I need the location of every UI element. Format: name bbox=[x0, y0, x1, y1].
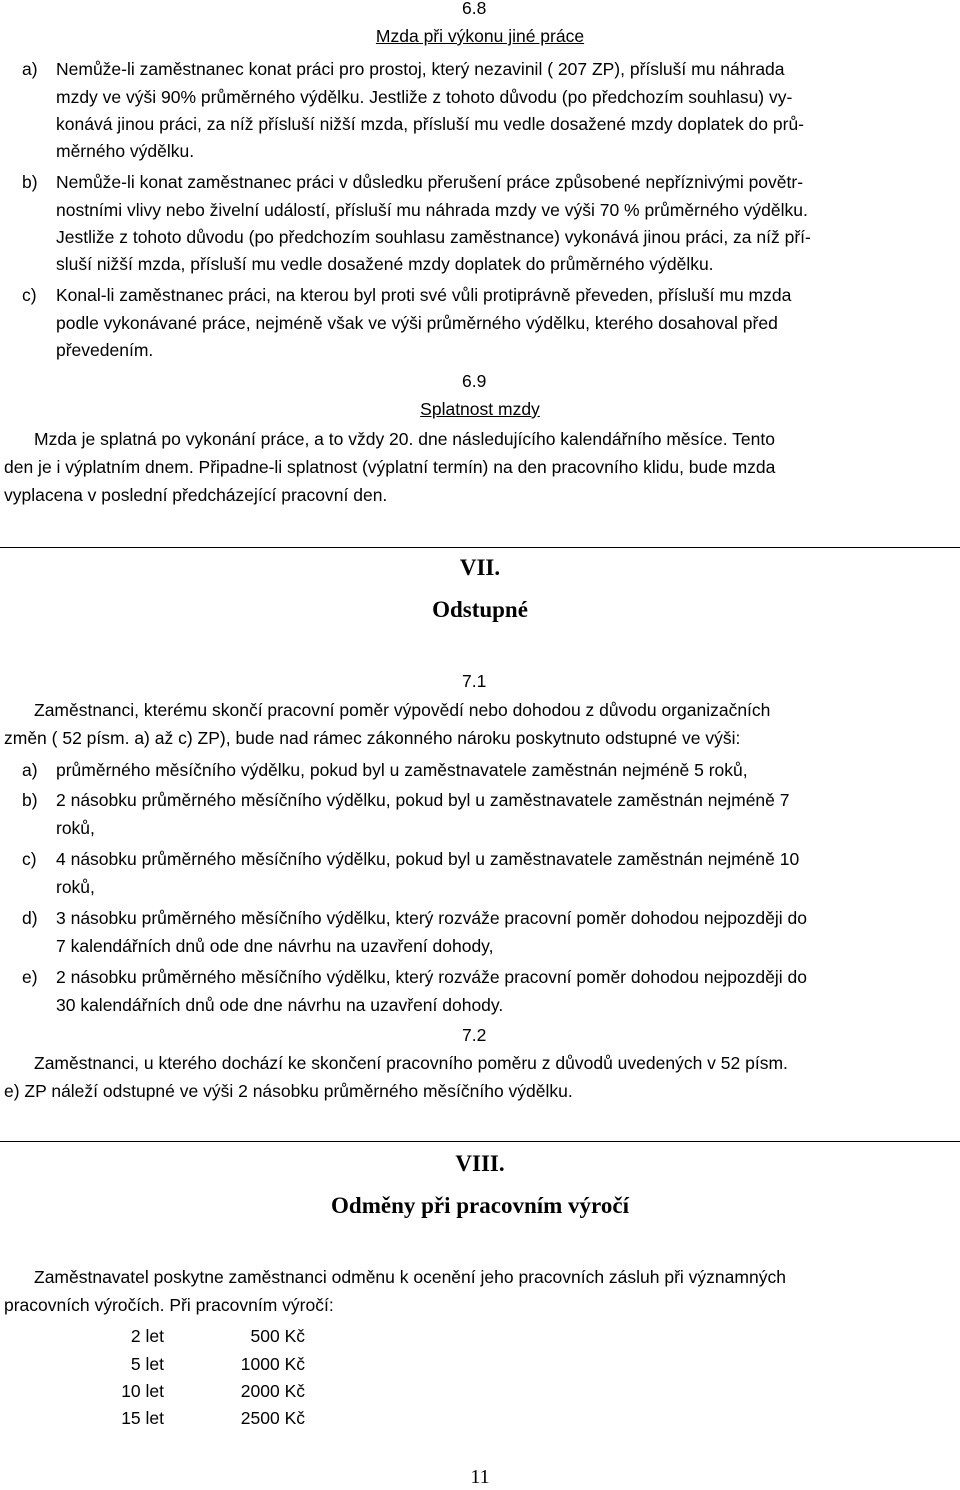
item-line: sluší nižší mzda, přísluší mu vedle dosažené mzdy doplatek do průměrného výdělku. bbox=[56, 254, 714, 274]
item-label: a) bbox=[22, 59, 38, 79]
page-number: 11 bbox=[470, 1466, 490, 1488]
table-cell-amount: 500 Kč bbox=[250, 1326, 305, 1346]
table-cell-years: 2 let bbox=[130, 1326, 164, 1346]
table-cell-years: 15 let bbox=[121, 1408, 164, 1428]
paragraph-line: změn ( 52 písm. a) až c) ZP), bude nad rámec zákonného nároku poskytnuto odstupné ve výši: bbox=[4, 728, 741, 748]
item-line: Konal-li zaměstnanec práci, na kterou byl proti své vůli protiprávně převeden, přísluší mu mzda bbox=[56, 285, 792, 305]
paragraph-line: den je i výplatním dnem. Připadne-li splatnost (výplatní termín) na den pracovního klidu, bude mzda bbox=[4, 457, 776, 477]
section-number-7-1: 7.1 bbox=[462, 671, 487, 691]
item-line: roků, bbox=[56, 877, 95, 897]
item-label: b) bbox=[22, 790, 38, 810]
section-number-6-9: 6.9 bbox=[462, 371, 487, 391]
paragraph-line: pracovních výročích. Při pracovním výročí: bbox=[4, 1295, 334, 1315]
item-label: e) bbox=[22, 967, 38, 987]
item-line: Jestliže z tohoto důvodu (po předchozím souhlasu zaměstnance) vykonává jinou práci, za níž pří- bbox=[56, 227, 811, 247]
item-label: a) bbox=[22, 760, 38, 780]
paragraph-line: Mzda je splatná po vykonání práce, a to vždy 20. dne následujícího kalendářního měsíce. Tento bbox=[34, 429, 775, 449]
item-line: 2 násobku průměrného měsíčního výdělku, který rozváže pracovní poměr dohodou nejpozději do bbox=[56, 967, 807, 987]
paragraph-line: Zaměstnavatel poskytne zaměstnanci odměnu k ocenění jeho pracovních zásluh při významných bbox=[34, 1267, 786, 1287]
item-label: c) bbox=[22, 285, 37, 305]
table-cell-years: 5 let bbox=[130, 1354, 164, 1374]
section-number-7-2: 7.2 bbox=[462, 1025, 487, 1045]
chapter-title-viii: Odměny při pracovním výročí bbox=[331, 1193, 629, 1218]
table-cell-amount: 1000 Kč bbox=[240, 1354, 305, 1374]
item-line: 3 násobku průměrného měsíčního výdělku, který rozváže pracovní poměr dohodou nejpozději do bbox=[56, 908, 807, 928]
item-line: měrného výdělku. bbox=[56, 141, 195, 161]
item-line: průměrného měsíčního výdělku, pokud byl u zaměstnavatele zaměstnán nejméně 5 roků, bbox=[56, 760, 748, 780]
item-line: převedením. bbox=[56, 340, 154, 360]
paragraph-line: Zaměstnanci, u kterého dochází ke skončení pracovního poměru z důvodů uvedených v 52 písm. bbox=[34, 1053, 788, 1073]
chapter-number-viii: VIII. bbox=[455, 1151, 505, 1176]
item-line: konává jinou práci, za níž přísluší nižší mzda, přísluší mu vedle dosažené mzdy doplatek do prů- bbox=[56, 114, 805, 134]
item-line: roků, bbox=[56, 818, 95, 838]
section-title-6-8: Mzda při výkonu jiné práce bbox=[375, 26, 585, 46]
table-cell-years: 10 let bbox=[121, 1381, 164, 1401]
item-line: Nemůže-li konat zaměstnanec práci v důsledku přerušení práce způsobené nepříznivými povětr- bbox=[56, 172, 804, 192]
item-line: podle vykonávané práce, nejméně však ve výši průměrného výdělku, kterého dosahoval před bbox=[56, 313, 778, 333]
chapter-number-vii: VII. bbox=[459, 555, 501, 580]
chapter-title-vii: Odstupné bbox=[432, 597, 528, 622]
item-line: nostními vlivy nebo živelní událostí, přísluší mu náhrada mzdy ve výši 70 % průměrného výdělku. bbox=[56, 200, 808, 220]
section-title-6-9: Splatnost mzdy bbox=[420, 399, 540, 419]
table-cell-amount: 2000 Kč bbox=[240, 1381, 305, 1401]
item-line: Nemůže-li zaměstnanec konat práci pro prostoj, který nezavinil ( 207 ZP), přísluší mu náhrada bbox=[56, 59, 785, 79]
item-label: b) bbox=[22, 172, 38, 192]
item-line: mzdy ve výši 90% průměrného výdělku. Jestliže z tohoto důvodu (po předchozím souhlasu) vy- bbox=[56, 87, 793, 107]
divider bbox=[0, 547, 960, 548]
item-line: 7 kalendářních dnů ode dne návrhu na uzavření dohody, bbox=[56, 936, 494, 956]
item-label: c) bbox=[22, 849, 37, 869]
paragraph-line: e) ZP náleží odstupné ve výši 2 násobku průměrného měsíčního výdělku. bbox=[4, 1081, 573, 1101]
item-line: 2 násobku průměrného měsíčního výdělku, pokud byl u zaměstnavatele zaměstnán nejméně 7 bbox=[56, 790, 790, 810]
item-label: d) bbox=[22, 908, 38, 928]
item-line: 30 kalendářních dnů ode dne návrhu na uzavření dohody. bbox=[56, 995, 504, 1015]
paragraph-line: Zaměstnanci, kterému skončí pracovní poměr výpovědí nebo dohodou z důvodu organizačních bbox=[34, 700, 771, 720]
item-line: 4 násobku průměrného měsíčního výdělku, pokud byl u zaměstnavatele zaměstnán nejméně 10 bbox=[56, 849, 800, 869]
divider bbox=[0, 1141, 960, 1142]
paragraph-line: vyplacena v poslední předcházející pracovní den. bbox=[4, 485, 388, 505]
table-cell-amount: 2500 Kč bbox=[240, 1408, 305, 1428]
section-number-6-8: 6.8 bbox=[462, 0, 487, 18]
